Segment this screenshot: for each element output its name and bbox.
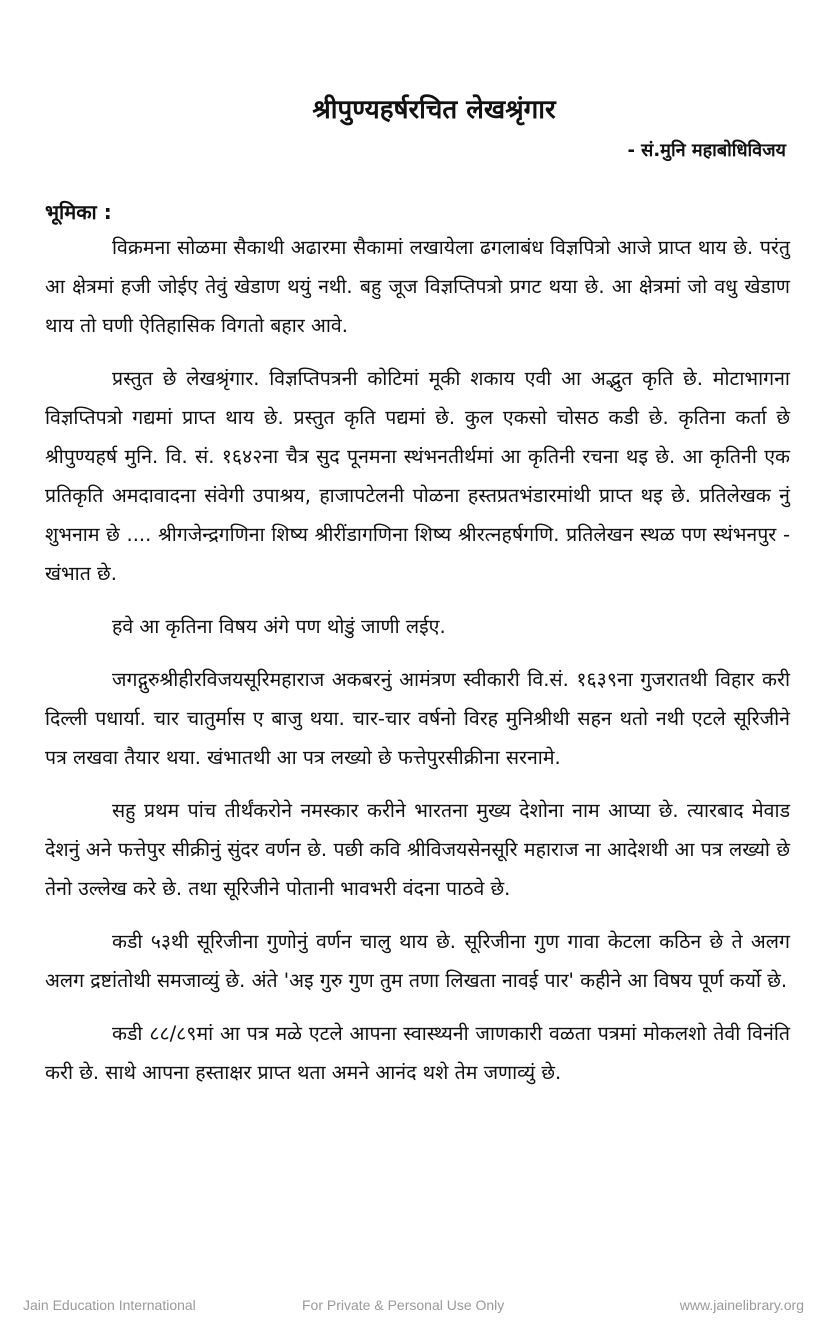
paragraph: कडी ५३थी सूरिजीना गुणोनुं वर्णन चालु थाय छे. सूरिजीना गुण गावा केटला कठिन छे ते अलग अलग द्रष्टांतोथी समजाव्युं छे. अंते 'अइ गुरु गुण तुम तणा लिखता नावई पार' कहीने आ विषय पूर्ण कर्यो छे. xyxy=(45,930,790,992)
document-body xyxy=(45,228,790,1106)
paragraph: कडी ८८/८९मां आ पत्र मळे एटले आपना स्वास्थ्यनी जाणकारी वळता पत्रमां मोकलशो तेवी विनंति करी छे. साथे आपना हस्ताक्षर प्राप्त थता अमने आनंद थशे तेम जणाव्युं छे. xyxy=(45,1022,790,1084)
paragraph: प्रस्तुत छे लेखश्रृंगार. विज्ञप्तिपत्रनी कोटिमां मूकी शकाय एवी आ अद्भुत कृति छे. मोटाभागना विज्ञप्तिपत्रो गद्यमां प्राप्त थाय छे. प्रस्तुत कृति पद्यमां छे. कुल एकसो चोसठ कडी छे. कृतिना कर्ता छे श्रीपुण्यहर्ष मुनि. वि. सं. १६४२ना चैत्र सुद पूनमना स्थंभनतीर्थमां आ कृतिनी रचना थइ छे. आ कृतिनी एक प्रतिकृति अमदावादना संवेगी उपाश्रय, हाजापटेलनी पोळना हस्तप्रतभंडारमांथी प्राप्त थइ छे. प्रतिलेखक नुं शुभनाम छे .... श्रीगजेन्द्रगणिना शिष्य श्रीरींडागणिना शिष्य श्रीरत्नहर्षगणि. प्रतिलेखन स्थळ पण स्थंभनपुर - खंभात छे. xyxy=(45,367,790,585)
section-heading: भूमिका : xyxy=(45,200,112,224)
footer-website-link[interactable]: www.jainelibrary.org xyxy=(679,1297,804,1313)
document-title: श्रीपुण्यहर्षरचित लेखश्रृंगार xyxy=(312,95,556,125)
paragraph: हवे आ कृतिना विषय अंगे पण थोडुं जाणी लईए. xyxy=(112,615,446,638)
paragraph: सहु प्रथम पांच तीर्थंकरोने नमस्कार करीने भारतना मुख्य देशोना नाम आप्या छे. त्यारबाद मेवाड देशनुं अने फत्तेपुर सीक्रीनुं सुंदर वर्णन छे. पछी कवि श्रीविजयसेनसूरि महाराज ना आदेशथी आ पत्र लख्यो छे तेनो उल्लेख करे छे. तथा सूरिजीने पोतानी भावभरी वंदना पाठवे छे. xyxy=(45,799,790,900)
footer-publisher: Jain Education International xyxy=(23,1297,196,1313)
paragraph: विक्रमना सोळमा सैकाथी अढारमा सैकामां लखायेला ढगलाबंध विज्ञपित्रो आजे प्राप्त थाय छे. परंतु आ क्षेत्रमां हजी जोईए तेवुं खेडाण थयुं नथी. बहु जूज विज्ञप्तिपत्रो प्रगट थया छे. आ क्षेत्रमां जो वधु खेडाण थाय तो घणी ऐतिहासिक विगतो बहार आवे. xyxy=(45,236,790,337)
footer-usage-note: For Private & Personal Use Only xyxy=(302,1297,505,1313)
author-byline: - सं.मुनि महाबोधिविजय xyxy=(627,140,786,161)
paragraph: जगद्गुरुश्रीहीरविजयसूरिमहाराज अकबरनुं आमंत्रण स्वीकारी वि.सं. १६३९ना गुजरातथी विहार करी दिल्ली पधार्या. चार चातुर्मास ए बाजु थया. चार-चार वर्षनो विरह मुनिश्रीथी सहन थतो नथी एटले सूरिजीने पत्र लखवा तैयार थया. खंभातथी आ पत्र लख्यो छे फत्तेपुरसीक्रीना सरनामे. xyxy=(45,668,790,769)
